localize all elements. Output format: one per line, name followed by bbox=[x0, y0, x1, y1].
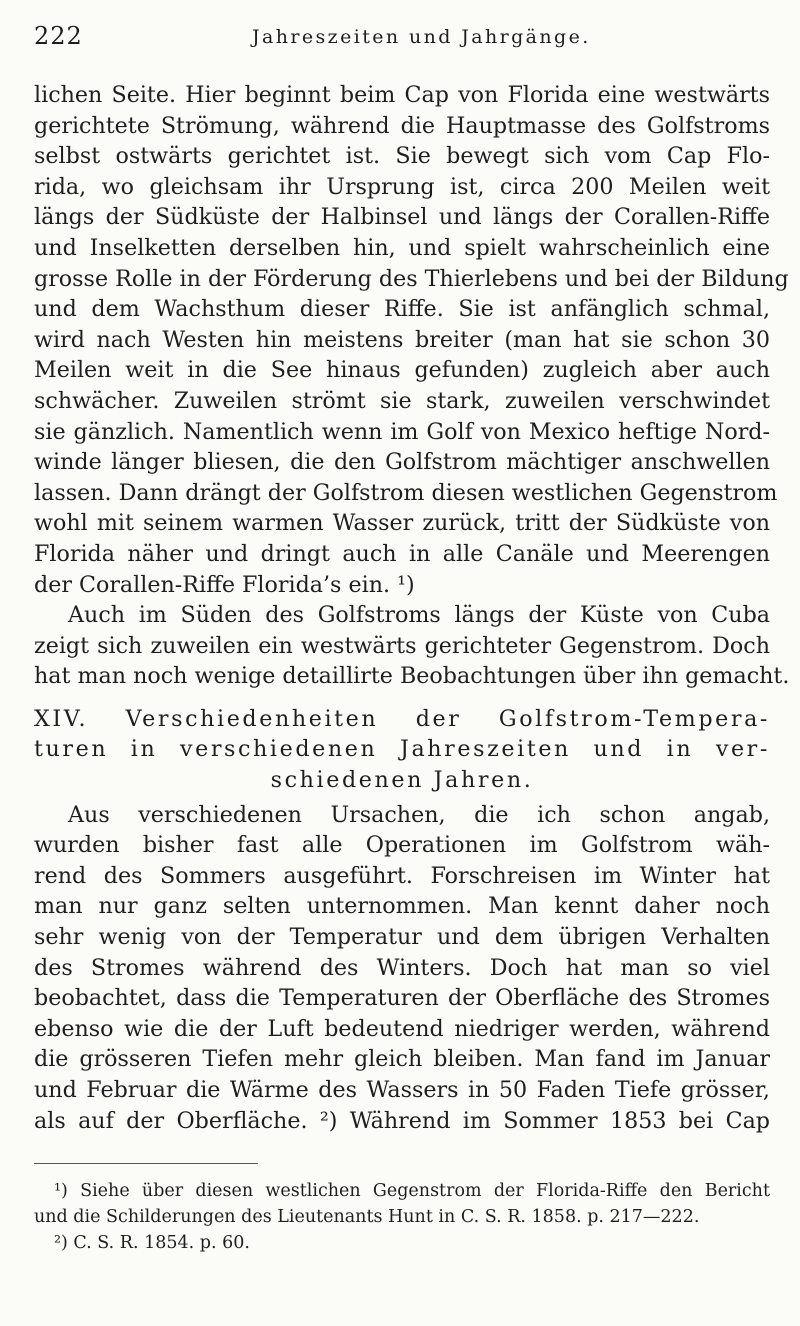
heading-line: schiedenen Jahren. bbox=[270, 767, 534, 794]
footnote-line: ²) C. S. R. 1854. p. 60. bbox=[54, 1233, 250, 1253]
footnote-divider bbox=[34, 1163, 258, 1164]
text-line: der Corallen-Riffe Florida’s ein. ¹) bbox=[34, 571, 415, 598]
text-line: man nur ganz selten unternommen. Man kennt daher noch bbox=[34, 893, 770, 920]
text-line: wohl mit seinem warmen Wasser zurück, tritt der Südküste von bbox=[34, 510, 770, 537]
page-number: 222 bbox=[34, 22, 83, 50]
text-line: ebenso wie die der Luft bedeutend niedriger werden, während bbox=[34, 1015, 770, 1042]
text-line: wird nach Westen hin meistens breiter (man hat sie schon 30 bbox=[34, 326, 770, 353]
text-line: Aus verschiedenen Ursachen, die ich schon angab, bbox=[68, 801, 770, 828]
text-line: sehr wenig von der Temperatur und dem übrigen Verhalten bbox=[34, 924, 770, 951]
section-heading bbox=[34, 704, 770, 796]
heading-line: XIV. Verschiedenheiten der Golfstrom-Tempera- bbox=[34, 705, 770, 732]
text-line: rida, wo gleichsam ihr Ursprung ist, circa 200 Meilen weit bbox=[34, 173, 770, 200]
text-line: schwächer. Zuweilen strömt sie stark, zuweilen verschwindet bbox=[34, 387, 770, 414]
text-line: und Februar die Wärme des Wassers in 50 Faden Tiefe grösser, bbox=[34, 1077, 770, 1103]
text-line: rend des Sommers ausgeführt. Forschreisen im Winter hat bbox=[34, 862, 770, 889]
footnote-line: ¹) Siehe über diesen westlichen Gegenstrom der Florida-Riffe den Bericht bbox=[54, 1181, 770, 1201]
text-line: gerichtete Strömung, während die Hauptmasse des Golfstroms bbox=[34, 112, 770, 139]
paragraph-gegenstrom-florida bbox=[34, 80, 789, 600]
heading-line: turen in verschiedenen Jahreszeiten und in ver- bbox=[34, 736, 770, 763]
footnotes bbox=[34, 1178, 770, 1256]
text-line: und Inselketten derselben hin, und spielt wahrscheinlich eine bbox=[34, 234, 770, 261]
text-line: hat man noch wenige detaillirte Beobachtungen über ihn gemacht. bbox=[34, 663, 790, 690]
footnote-line: und die Schilderungen des Lieutenants Hunt in C. S. R. 1858. p. 217—222. bbox=[34, 1207, 700, 1227]
text-line: und dem Wachsthum dieser Riffe. Sie ist anfänglich schmal, bbox=[34, 296, 770, 323]
text-line: als auf der Oberfläche. ²) Während im Sommer 1853 bei Cap bbox=[34, 1107, 770, 1134]
text-line: zeigt sich zuweilen ein westwärts gerichteter Gegenstrom. Doch bbox=[34, 632, 770, 659]
text-line: Meilen weit in die See hinaus gefunden) zugleich aber auch bbox=[34, 357, 770, 384]
text-line: wurden bisher fast alle Operationen im Golfstrom wäh- bbox=[34, 832, 770, 859]
text-line: sie gänzlich. Namentlich wenn im Golf von Mexico heftige Nord- bbox=[34, 418, 770, 445]
text-line: selbst ostwärts gerichtet ist. Sie bewegt sich vom Cap Flo- bbox=[34, 143, 770, 170]
text-line: die grösseren Tiefen mehr gleich bleiben. Man fand im Januar bbox=[34, 1046, 770, 1073]
text-line: des Stromes während des Winters. Doch hat man so viel bbox=[34, 954, 770, 981]
text-line: grosse Rolle in der Förderung des Thierlebens und bei der Bildung bbox=[34, 265, 789, 292]
text-line: winde länger bliesen, die den Golfstrom mächtiger anschwellen bbox=[34, 449, 770, 476]
text-line: längs der Südküste der Halbinsel und längs der Corallen-Riffe bbox=[34, 204, 770, 231]
text-line: Auch im Süden des Golfstroms längs der Küste von Cuba bbox=[68, 602, 770, 629]
paragraph-cuba bbox=[34, 600, 790, 692]
page-header bbox=[34, 22, 770, 58]
text-line: Florida näher und dringt auch in alle Canäle und Meerengen bbox=[34, 540, 770, 567]
text-line: lichen Seite. Hier beginnt beim Cap von Florida eine westwärts bbox=[34, 82, 770, 108]
text-line: beobachtet, dass die Temperaturen der Oberfläche des Stromes bbox=[34, 985, 770, 1012]
text-line: lassen. Dann drängt der Golfstrom diesen westlichen Gegenstrom bbox=[34, 479, 778, 506]
paragraph-winter-temperatur bbox=[34, 800, 770, 1137]
body-text bbox=[34, 80, 790, 1136]
running-title: Jahreszeiten und Jahrgänge. bbox=[252, 26, 591, 48]
